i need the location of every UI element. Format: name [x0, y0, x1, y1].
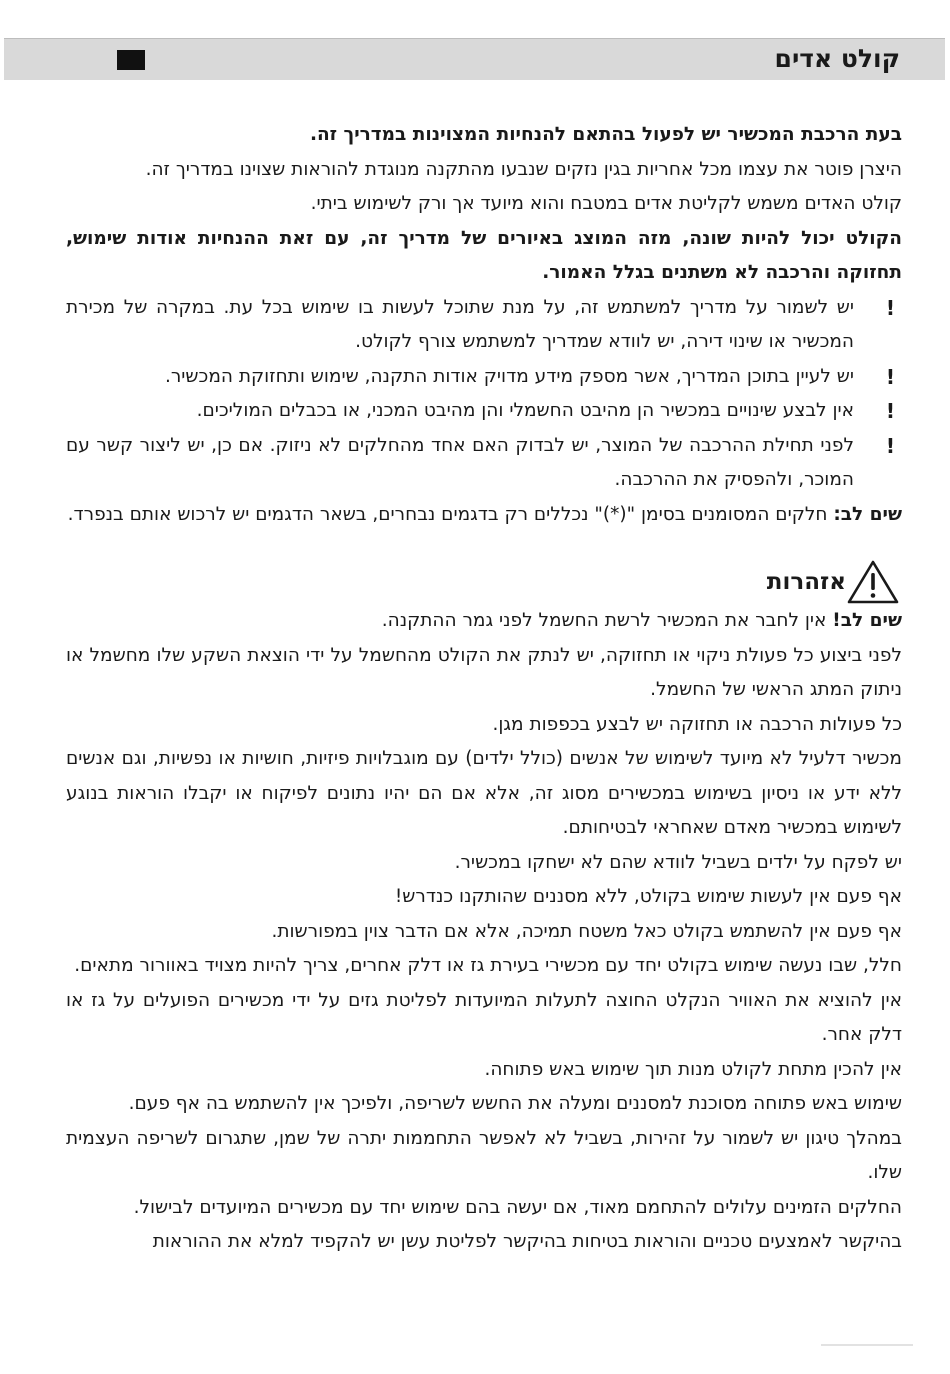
bullet-item: [66, 394, 902, 429]
note-text: חלקים המסומנים בסימן "(*)" נכללים רק בדגמים נבחרים, בשאר הדגמים יש לרכוש אותם בנפרד.: [67, 503, 828, 525]
bullet-list: [66, 291, 902, 498]
footer-divider: [821, 1344, 913, 1346]
warnings-heading: [66, 560, 902, 604]
exclamation-icon: !: [885, 364, 895, 389]
exclamation-icon: !: [885, 295, 895, 320]
note-label: שים לב:: [833, 503, 902, 525]
warning-paragraph: לפני ביצוע כל פעולת ניקוי או תחזוקה, יש לנתק את הקולט מהחשמל על ידי הוצאת השקע שלו מחשמל או ניתוק המתג הראשי של החשמל.: [66, 644, 902, 700]
intro-heading: בעת הרכבת המכשיר יש לפעול בהתאם להנחיות המצוינות במדריך זה.: [309, 124, 902, 145]
section-header-bar: [4, 38, 945, 80]
bullet-text: יש לעיין בתוכן המדריך, אשר מספק מידע מדויק אודות התקנה, שימוש ותחזוקת המכשיר.: [164, 365, 854, 387]
bullet-text: אין לבצע שינויים במכשיר הן מהיבט החשמלי והן מהיבט המכני, או בכבלים המוליכים.: [196, 400, 854, 421]
warning-paragraph: במהלך טיגון יש לשמור על זהירות, בשביל לא לאפשר התחממות יתרה של שמן, שתגרום לשריפה העצמית שלו.: [66, 1127, 902, 1183]
bullet-item: [66, 360, 902, 395]
warning-paragraph: אין להוציא את האוויר הנקלט החוצה לתעלות המיועדות לפליטת גזים על ידי מכשירים הפועלים על גז או דלק אחר.: [66, 989, 902, 1045]
exclamation-icon: !: [885, 399, 895, 423]
warning-paragraph: שימוש באש פתוחה מסוכנת למסננים ומעלה את החשש לשריפה, ולפיכך אין להשתמש בה אף פעם.: [128, 1093, 902, 1114]
exclamation-icon: !: [885, 433, 895, 458]
section-title: קולט אדים: [774, 44, 900, 73]
note-paragraph: [66, 498, 902, 533]
warning-paragraph: אף פעם אין לעשות שימוש בקולט, ללא מסננים שהותקנו כנדרש!: [394, 886, 902, 907]
warnings-title: אזהרות: [766, 569, 846, 595]
bullet-item: [66, 291, 902, 360]
content-body: [66, 118, 902, 1260]
warning-paragraph: מכשיר דלעיל לא מיועד לשימוש של אנשים (כולל ילדים) עם מוגבלויות פיזיות, חושיות או נפשיות, וגם אנשים ללא ידע או ניסיון בשימוש במכשירים מסוג זה, אלא אם הם יהיו נתונים לפיקוח או יקבלו הוראות בנוגע לשימוש במכשיר מאדם שאחראי לבטיחותם.: [66, 748, 902, 838]
warning-first: [66, 604, 902, 639]
section-marker: [117, 50, 145, 70]
warning-paragraph: חלל, שבו נעשה שימוש בקולט יחד עם מכשירי בעירת גז או דלק אחרים, צריך להיות מצויד באוורור מתאים.: [74, 955, 902, 976]
warning-paragraph: החלקים הזמינים עלולים להתחמם מאוד, אם יעשה בהם שימוש יחד עם מכשירים המיועדים לבישול.: [133, 1196, 902, 1218]
bullet-text: לפני תחילת ההרכבה של המוצר, יש לבדוק האם אחד מהחלקים לא ניזוק. אם כן, יש ליצור קשר עם המוכר, ולהפסיק את ההרכבה.: [66, 434, 854, 490]
warning-triangle-icon: [846, 559, 900, 605]
intro-usage: קולט האדים משמש לקליטת אדים במטבח והוא מיועד אך ורק לשימוש ביתי.: [310, 193, 902, 214]
bullet-item: [66, 429, 902, 498]
warning-first-text: אין לחבר את המכשיר לרשת החשמל לפני גמר ההתקנה.: [381, 610, 827, 631]
warning-paragraph: אף פעם אין להשתמש בקולט כאל משטח תמיכה, אלא אם הדבר צוין במפורשות.: [271, 920, 902, 942]
intro-liability: היצרן פוטר את עצמו מכל אחריות בגין נזקים שנבעו מהתקנה מנוגדת להוראות שצוינו במדריך זה.: [145, 158, 902, 180]
intro-bold-note: הקולט יכול להיות שונה, מזה המוצג באיורים של מדריך זה, עם זאת ההנחיות אודות שימוש, תחזוקה והרכבה לא משתנים בגלל האמור.: [66, 227, 902, 283]
bullet-text: יש לשמור על מדריך למשתמש זה, על מנת שתוכל לעשות בו שימוש בכל עת. במקרה של מכירת המכשיר או שינוי דירה, יש לוודא שמדריך למשתמש צורף לקולט.: [66, 296, 854, 352]
warning-paragraph: כל פעולות הרכבה או תחזוקה יש לבצע בכפפות מגן.: [492, 713, 902, 735]
warning-paragraph: בהיקשר לאמצעים טכניים והוראות בטיחות בהיקשר לפליטת עשן יש להקפיד למלא את ההוראות: [152, 1231, 902, 1252]
warning-first-label: שים לב!: [832, 610, 902, 631]
warning-paragraph: אין להכין מתחת לקולט מנות תוך שימוש באש פתוחה.: [484, 1058, 902, 1080]
warning-paragraph: יש לפקח על ילדים בשביל לוודא שהם לא ישחקו במכשיר.: [454, 851, 902, 873]
